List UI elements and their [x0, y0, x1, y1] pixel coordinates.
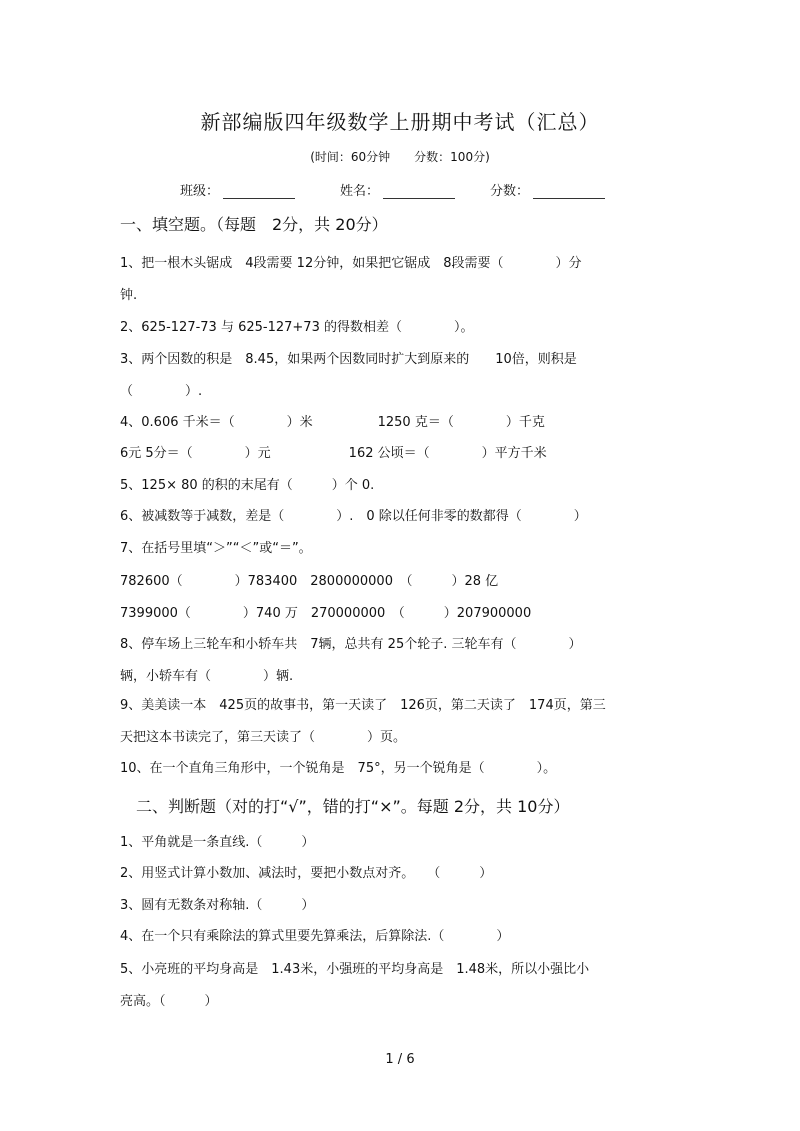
name-label: 姓名： [340, 184, 380, 199]
question-line: 2、625-127-73 与 625-127+73 的得数相差（ ）。 [120, 320, 474, 335]
question-line: 1、把一根木头锯成 4段需要 12分钟，如果把它锯成 8段需要（ ）分 [120, 256, 582, 271]
question-line: 亮高。（ ） [120, 994, 218, 1009]
exam-subtitle: (时间：60分钟 分数：100分) [310, 150, 490, 164]
question-line: 4、在一个只有乘除法的算式里要先算乘法，后算除法.（ ） [120, 929, 510, 944]
question-line: 钟. [120, 288, 138, 303]
question-line: 辆，小轿车有（ ）辆. [120, 669, 294, 684]
question-line: 7399000（ ）740 万 270000000 （ ）207900000 [120, 606, 532, 621]
question-line: 7、在括号里填“＞”“＜”或“＝”。 [120, 541, 312, 556]
question-line: 6、被减数等于减数，差是（ ）. 0 除以任何非零的数都得（ ） [120, 509, 587, 524]
question-line: 5、小亮班的平均身高是 1.43米，小强班的平均身高是 1.48米，所以小强比小 [120, 962, 590, 977]
question-line: 6元 5分＝（ ）元 162 公顷＝（ ）平方千米 [120, 446, 547, 461]
question-line: （ ）. [120, 384, 203, 399]
score-blank [533, 184, 605, 199]
class-field [180, 180, 295, 199]
section-heading-fill-in: 一、填空题。（每题 2分，共 20分） [120, 215, 388, 234]
score-label: 分数： [490, 184, 530, 199]
question-line: 8、停车场上三轮车和小轿车共 7辆，总共有 25个轮子. 三轮车有（ ） [120, 637, 582, 652]
question-line: 3、圆有无数条对称轴.（ ） [120, 898, 315, 913]
class-blank [223, 184, 295, 199]
student-info-row [180, 180, 640, 200]
name-blank [383, 184, 455, 199]
question-line: 4、0.606 千米＝（ ）米 1250 克＝（ ）千克 [120, 415, 545, 430]
page-title: 新部编版四年级数学上册期中考试（汇总） [200, 110, 600, 134]
question-line: 1、平角就是一条直线.（ ） [120, 835, 315, 850]
question-line: 782600（ ）783400 2800000000 （ ）28 亿 [120, 574, 499, 589]
question-line: 3、两个因数的积是 8.45，如果两个因数同时扩大到原来的 10倍，则积是 [120, 352, 577, 367]
question-line: 5、125× 80 的积的末尾有（ ）个 0. [120, 478, 375, 493]
page-number: 1 / 6 [385, 1052, 415, 1067]
class-label: 班级： [180, 184, 220, 199]
question-line: 9、美美读一本 425页的故事书，第一天读了 126页，第二天读了 174页，第三 [120, 698, 606, 713]
section-heading-true-false: 二、判断题（对的打“√”，错的打“×”。每题 2分，共 10分） [136, 797, 570, 816]
question-line: 10、在一个直角三角形中，一个锐角是 75°，另一个锐角是（ ）。 [120, 761, 557, 776]
question-line: 天把这本书读完了，第三天读了（ ）页。 [120, 730, 407, 745]
question-line: 2、用竖式计算小数加、减法时，要把小数点对齐。 （ ） [120, 866, 493, 881]
score-field [490, 180, 605, 199]
name-field [340, 180, 455, 199]
